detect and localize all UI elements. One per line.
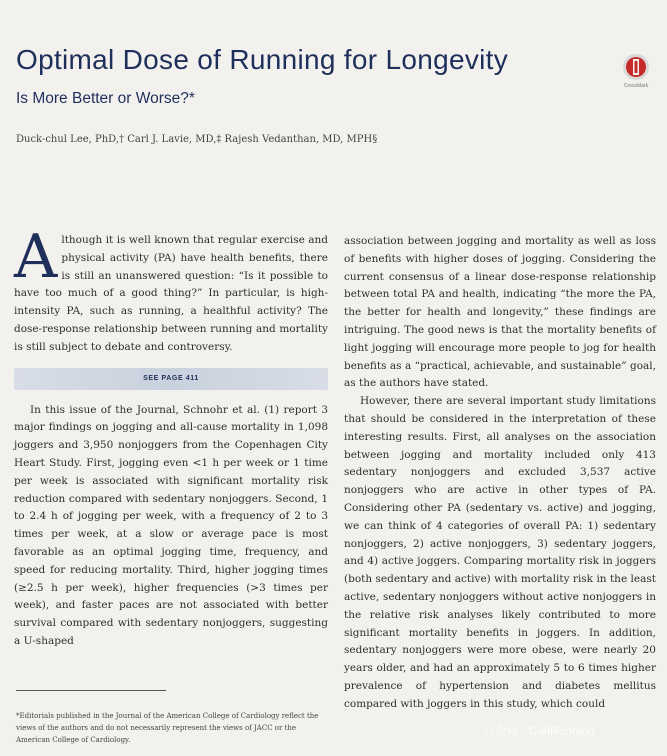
editorial-footnote: *Editorials published in the Journal of the American College of Cardiology reflect the views of the authors and do not necessarily represent the views of JACC or the American College of Cardiology. (16, 712, 319, 744)
article-subtitle: Is More Better or Worse?* (16, 90, 195, 107)
footnote-divider (16, 690, 166, 691)
crossmark-label: CrossMark (623, 83, 649, 89)
intro-text: lthough it is well known that regular exercise and physical activity (PA) have health benefits, there is still an unanswered question: “Is it possible to have too much of a good thing?” In particular, is high-intensity PA, such as running, a healthful activity? The dose-response relationship between running and mortality is still subject to debate and controversy. (14, 234, 328, 353)
intro-paragraph (14, 222, 328, 357)
crossmark-icon[interactable] (619, 52, 653, 92)
crossmark-logo (619, 52, 653, 84)
body-paragraph: In this issue of the Journal, Schnohr et al. (1) report 3 major findings on jogging and all-cause mortality in 1,098 joggers and 3,950 nonjoggers from the Copenhagen City Heart Study. First, jogging even <1 h per week or 1 time per week is associated with significant mortality risk reduction compared with sedentary nonjoggers. Second, 1 to 2.4 h of jogging per week, with a frequency of 2 to 3 times per week, at a slow or average pace is most favorable as an optimal jogging time, frequency, and speed for reducing mortality. Third, higher jogging times (≥2.5 h per week), higher frequencies (>3 times per week), and faster paces are not associated with better survival compared with sedentary nonjoggers, suggesting a U-shaped (14, 403, 328, 647)
author-list: Duck-chul Lee, PhD,† Carl J. Lavie, MD,‡ Rajesh Vedanthan, MD, MPH§ (16, 134, 378, 145)
right-column (344, 233, 656, 714)
body-paragraph: However, there are several important study limitations that should be considered in the interpretation of these interesting results. First, all analyses on the association between jogging and mortality included only 413 sedentary nonjoggers and excluded 3,537 active nonjoggers who are active in other types of PA. Considering other PA (sedentary vs. active) and jogging, we can think of 4 categories of overall PA: 1) sedentary nonjoggers, 2) active nonjoggers, 3) sedentary joggers, and 4) active joggers. Comparing mortality risk in joggers (both sedentary and active) with mortality risk in the least active, sedentary nonjoggers without active nonjoggers in the relative risk analyses likely contributed to more significant mortality benefits in joggers. In addition, sedentary nonjoggers were more obese, were nearly 20 years older, and had an approximately 5 to 6 times higher prevalence of hypertension and diabetes mellitus compared with joggers in this study, which could (344, 395, 656, 710)
drop-cap: A (14, 222, 58, 292)
watermark: 公众号 · CIelRunning (482, 724, 595, 738)
left-column (14, 222, 328, 651)
article-title: Optimal Dose of Running for Longevity (16, 44, 509, 75)
body-paragraph: association between jogging and mortality as well as loss of benefits with higher doses of jogging. Considering the current consensus of a linear dose-response relationship between total PA and health, indicating “the more the PA, the better for health and longevity,” these findings are intriguing. The good news is that the mortality benefits of light jogging will encourage more people to jog for health benefits as a “practical, achievable, and sustainable” goal, as the authors have stated. (344, 235, 656, 390)
see-page-link[interactable]: SEE PAGE 411 (14, 368, 328, 390)
